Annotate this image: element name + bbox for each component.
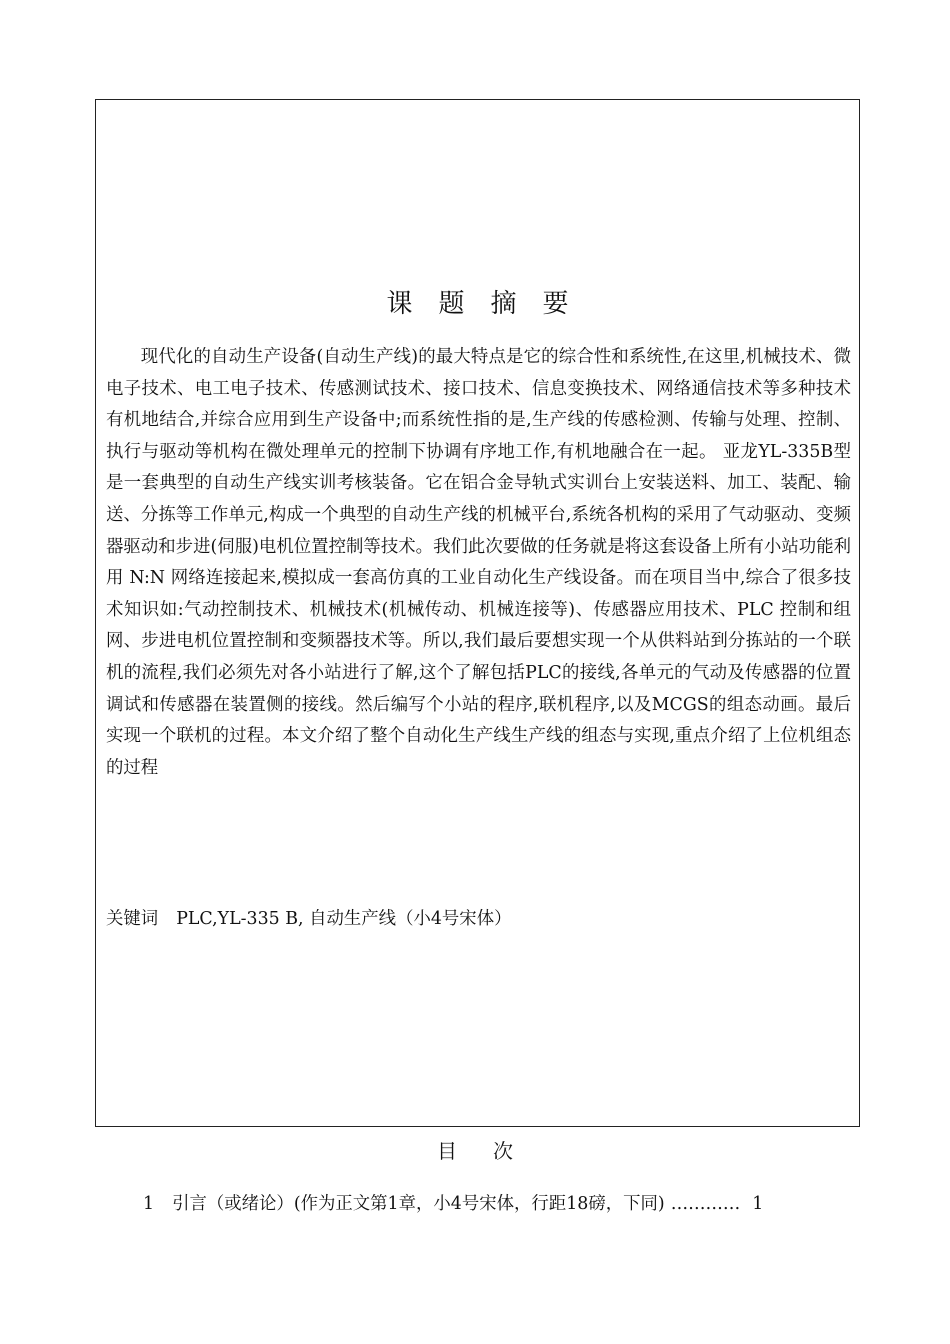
- keywords-line: [106, 904, 851, 936]
- keywords-value: PLC,YL-335 B, 自动生产线（小4号宋体）: [176, 909, 512, 929]
- abstract-title: 课题摘要: [386, 289, 595, 319]
- toc-entry-text: 引言（或绪论）(作为正文第1章，小4号宋体，行距18磅，下同): [172, 1194, 665, 1214]
- abstract-body: 现代化的自动生产设备(自动生产线)的最大特点是它的综合性和系统性,在这里,机械技术、微电子技术、电工电子技术、传感测试技术、接口技术、信息变换技术、网络通信技术等多种技术有机地结合,并综合应用到生产设备中;而系统性指的是,生产线的传感检测、传输与处理、控制、执行与驱动等机构在微处理单元的控制下协调有序地工作,有机地融合在一起。 亚龙YL-335B型是一套典型的自动生产线实训考核装备。它在铝合金导轨式实训台上安装送料、加工、装配、输送、分拣等工作单元,构成一个典型的自动生产线的机械平台,系统各机构的采用了气动驱动、变频器驱动和步进(伺服)电机位置控制等技术。我们此次要做的任务就是将这套设备上所有小站功能利用 N:N 网络连接起来,模拟成一套高仿真的工业自动化生产线设备。而在项目当中,综合了很多技术知识如:气动控制技术、机械技术(机械传动、机械连接等)、传感器应用技术、PLC 控制和组网、步进电机位置控制和变频器技术等。所以,我们最后要想实现一个从供料站到分拣站的一个联机的流程,我们必须先对各小站进行了解,这个了解包括PLC的接线,各单元的气动及传感器的位置调试和传感器在装置侧的接线。然后编写个小站的程序,联机程序,以及MCGS的组态动画。最后实现一个联机的过程。本文介绍了整个自动化生产线生产线的组态与实现,重点介绍了上位机组态的过程: [106, 347, 851, 778]
- toc-entry-number: 1: [143, 1194, 155, 1214]
- abstract-box: [95, 99, 860, 1127]
- toc-title: 目次: [437, 1139, 549, 1163]
- toc-entry-page: 1: [752, 1194, 764, 1214]
- keywords-label: 关键词: [106, 909, 159, 929]
- toc-entry[interactable]: [143, 1190, 838, 1218]
- toc-entry-leader: …………: [670, 1194, 741, 1214]
